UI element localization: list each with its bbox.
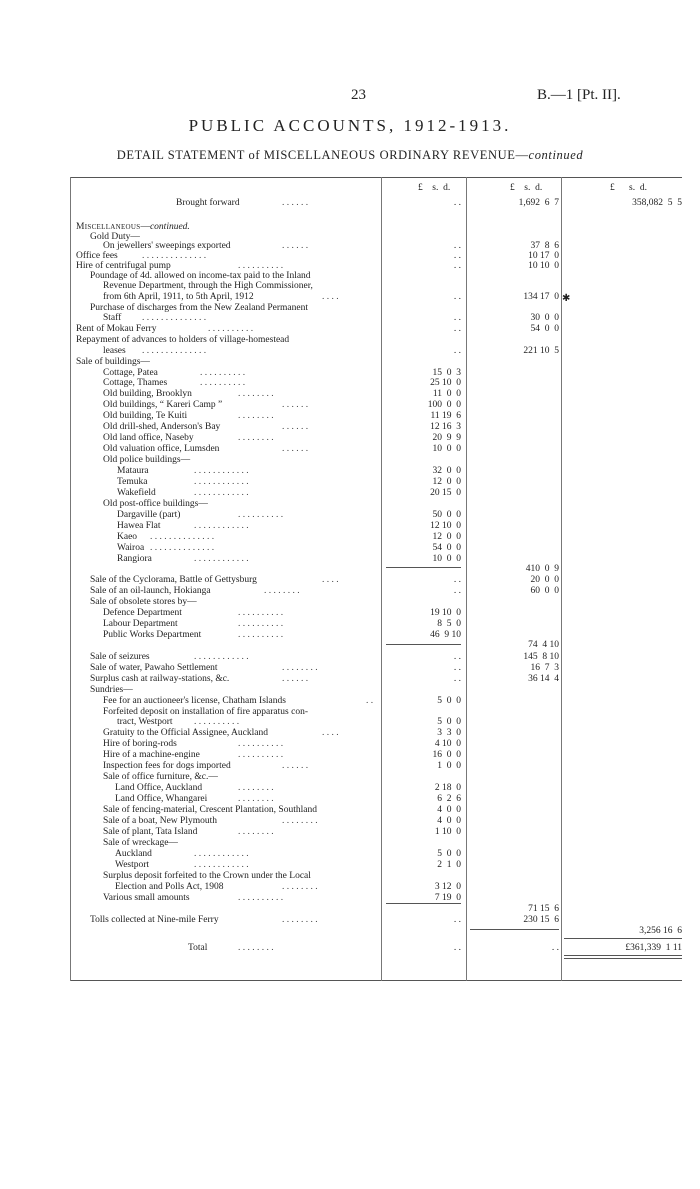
row-label: Sale of the Cyclorama, Battle of Gettysburg [90,575,257,585]
row-label: Labour Department [103,619,178,629]
amount-col-1: 20 15 0 [430,488,461,498]
table-row [0,717,700,728]
amount-col-1: . . [453,915,461,925]
amount-col-1: 25 10 0 [430,378,461,388]
amount-col-2: . . [551,943,559,953]
table-row [0,805,700,816]
table-row [0,761,700,772]
amount-col-2: 10 10 0 [528,261,559,271]
amount-col-1: . . [453,652,461,662]
leader-dots: . . . . . . . . . . [238,893,284,903]
leader-dots: . . . . . . . . . . [238,261,284,271]
table-row [0,378,700,389]
leader-dots: . . . . . . . . . . [200,368,246,378]
row-label: Purchase of discharges from the New Zealand Permanent [90,303,308,313]
leader-dots: . . . . . . . . . . . . . . [142,346,207,356]
table-row [0,849,700,860]
column-header-2: £ s. d. [510,183,543,193]
row-label: Land Office, Whangarei [115,794,208,804]
table-row [0,783,700,794]
table-row [0,543,700,554]
subtitle-continued: continued [528,148,584,162]
subtotal-row [0,904,700,915]
row-label: Sale of obsolete stores by— [90,597,197,607]
total-double-rule [564,955,682,956]
amount-col-1: 12 16 3 [430,422,461,432]
leader-dots: . . . . . . . . [264,586,300,596]
amount-col-1: 5 0 0 [437,717,461,727]
row-label: Sale of an oil-launch, Hokianga [90,586,211,596]
total-row [0,943,700,954]
amount-col-2: 10 17 0 [528,251,559,261]
leader-dots: . . . . . . . . . . . . [194,488,249,498]
leader-dots: . . . . . . . . . . . . [194,652,249,662]
leader-dots: . . . . . . . . . . [238,619,284,629]
grand-total: £361,339 1 11 [625,943,682,953]
row-label: Land Office, Auckland [115,783,203,793]
table-row [0,313,700,324]
row-label: On jewellers' sweepings exported [103,241,231,251]
table-row [0,882,700,893]
row-label: Surplus deposit forfeited to the Crown under the Local [103,871,311,881]
row-label: Old police buildings— [103,455,191,465]
amount-col-1: 8 5 0 [437,619,461,629]
page-subtitle [0,148,700,163]
row-label: Sale of seizures [90,652,150,662]
table-row [0,608,700,619]
table-row [0,281,700,292]
table-row [0,422,700,433]
leader-dots: . . . . . . . . . . [208,324,254,334]
leader-dots: . . . . . . . . [282,816,318,826]
table-row [0,499,700,510]
row-label: Poundage of 4d. allowed on income-tax paid to the Inland [90,271,311,281]
subtotal-row [0,926,700,937]
page-number: 23 [351,87,366,103]
amount-col-1: . . [453,292,461,302]
table-row [0,728,700,739]
leader-dots: . . . . . . . . . . [238,630,284,640]
table-row [0,292,700,303]
row-label: Inspection fees for dogs imported [103,761,231,771]
row-label: Miscellaneous—continued. [76,222,190,232]
row-label: from 6th April, 1911, to 5th April, 1912 [103,292,254,302]
amount-col-2: 54 0 0 [530,324,559,334]
row-label: Hire of centrifugal pump [76,261,171,271]
row-label: Hawea Flat [117,521,161,531]
amount-col-1: 3 12 0 [434,882,461,892]
amount-col-1: 1 0 0 [437,761,461,771]
row-label: Sale of wreckage— [103,838,178,848]
amount-col-2: 37 8 6 [530,241,559,251]
row-label: Old post-office buildings— [103,499,208,509]
amount-col-1: 2 18 0 [434,783,461,793]
leader-dots: . . . . . . [282,674,309,684]
table-row [0,794,700,805]
row-label: Gold Duty— [90,232,140,242]
row-label: Mataura [117,466,149,476]
table-top-rule [70,177,682,178]
table-row [0,357,700,368]
row-label: Wairoa [117,543,145,553]
row-label: Rangiora [117,554,152,564]
row-label: Kaeo [117,532,138,542]
leader-dots: . . . . . . . . . . . . [194,860,249,870]
amount-col-1: . . [453,251,461,261]
amount-col-2: 30 0 0 [530,313,559,323]
leader-dots: . . . . . . . . . . . . . . [142,313,207,323]
amount-col-2: 145 8 10 [523,652,559,662]
subtotal-row [0,640,700,651]
row-label: Sale of buildings— [76,357,150,367]
amount-col-1: 19 10 0 [430,608,461,618]
row-label: Hire of boring-rods [103,739,177,749]
leader-dots: . . . . . . . . . . [238,750,284,760]
table-row [0,871,700,882]
table-row [0,346,700,357]
amount-col-1: . . [453,586,461,596]
amount-col-2: 71 15 6 [528,904,559,914]
leader-dots: . . . . . . . . . . . . . . [150,543,215,553]
subtotal-row [0,564,700,575]
row-label: Defence Department [103,608,182,618]
leader-dots: . . . . . . . . [282,663,318,673]
row-label: Dargaville (part) [117,510,181,520]
table-row [0,652,700,663]
leader-dots: . . . . . . . . . . [200,378,246,388]
table-row [0,674,700,685]
document-reference: B.—1 [Pt. II]. [537,87,621,103]
table-row [0,433,700,444]
leader-dots: . . . . . . . . [238,783,274,793]
row-label: Forfeited deposit on installation of fire apparatus con- [103,707,308,717]
amount-col-1: 100 0 0 [427,400,461,410]
amount-col-1: 11 19 6 [430,411,461,421]
row-label: Total [188,943,208,953]
leader-dots: . . . . . . . . [238,411,274,421]
leader-dots: . . . . . . [282,422,309,432]
column-header-3: £ s. d. [610,183,647,193]
amount-col-1: 7 19 0 [434,893,461,903]
row-label: Election and Polls Act, 1908 [115,882,224,892]
amount-col-1: 10 0 0 [432,554,461,564]
page-title: PUBLIC ACCOUNTS, 1912-1913. [188,116,512,135]
leader-dots: . . . . . . . . . . [238,510,284,520]
table-row [0,663,700,674]
amount-col-1: 46 9 10 [430,630,461,640]
total-double-rule [564,958,682,959]
leader-dots: . . . . . . [282,761,309,771]
table-bottom-rule [70,980,682,981]
row-label: Sundries— [90,685,133,695]
row-label: Old buildings, “ Kareri Camp ” [103,400,223,410]
table-row [0,532,700,543]
leader-dots: . . . . [322,575,339,585]
row-label: Cottage, Patea [103,368,158,378]
amount-col-1: 15 0 3 [432,368,461,378]
table-row [0,750,700,761]
amount-col-1: 5 0 0 [437,696,461,706]
amount-col-1: . . [453,663,461,673]
leader-dots: . . . . . . [282,400,309,410]
table-row [0,400,700,411]
table-row [0,915,700,926]
amount-col-3: 358,082 5 5 [632,198,682,208]
amount-col-2: 16 7 3 [530,663,559,673]
row-label: Old valuation office, Lumsden [103,444,220,454]
row-label: Office fees [76,251,118,261]
row-label: Brought forward [176,198,240,208]
leader-dots: . . . . . . . . [238,433,274,443]
table-row [0,696,700,707]
table-row [0,816,700,827]
row-label: Various small amounts [103,893,190,903]
amount-col-1: 20 9 9 [432,433,461,443]
row-label: Gratuity to the Official Assignee, Auckland [103,728,268,738]
leader-dots: . . . . . . . . . . . . . . [150,532,215,542]
amount-col-3: 3,256 16 6 [639,926,682,936]
table-row [0,838,700,849]
leader-dots: . . . . . . . . . . [194,717,240,727]
amount-col-1: . . [453,943,461,953]
amount-col-2: 134 17 0 [523,292,559,302]
table-row [0,575,700,586]
row-label: Revenue Department, through the High Commissioner, [103,281,313,291]
row-label: Sale of water, Pawaho Settlement [90,663,218,673]
leader-dots: . . . . . . . . . . . . [194,554,249,564]
row-label: Auckland [115,849,152,859]
amount-col-1: 1 10 0 [434,827,461,837]
leader-dots: . . [366,696,374,706]
leader-dots: . . . . . . . . [238,943,274,953]
column-header-1: £ s. d. [418,183,451,193]
leader-dots: . . . . . . . . . . . . [194,466,249,476]
row-label: Staff [103,313,122,323]
table-row [0,521,700,532]
table-row [0,510,700,521]
table-row [0,466,700,477]
leader-dots: . . . . . . . . . . [238,608,284,618]
table-row [0,324,700,335]
amount-col-1: . . [453,324,461,334]
amount-col-2: 230 15 6 [523,915,559,925]
amount-col-1: . . [453,346,461,356]
amount-col-1: 12 0 0 [432,477,461,487]
amount-col-1: . . [453,241,461,251]
amount-col-2: 221 10 5 [523,346,559,356]
row-label: Tolls collected at Nine-mile Ferry [90,915,219,925]
subtitle-main: DETAIL STATEMENT of MISCELLANEOUS ORDINARY REVENUE— [116,148,529,162]
leader-dots: . . . . [322,292,339,302]
leader-dots: . . . . . . . . [282,915,318,925]
amount-col-1: 12 0 0 [432,532,461,542]
table-row [0,411,700,422]
leader-dots: . . . . [322,728,339,738]
table-row [0,827,700,838]
row-label: Old drill-shed, Anderson's Bay [103,422,221,432]
leader-dots: . . . . . . . . . . . . . . [142,251,207,261]
row-label: Rent of Mokau Ferry [76,324,157,334]
row-label: Old building, Brooklyn [103,389,192,399]
amount-col-1: . . [453,198,461,208]
row-label: leases [103,346,126,356]
amount-col-2: 20 0 0 [530,575,559,585]
amount-col-2: 36 14 4 [528,674,559,684]
leader-dots: . . . . . . . . [238,389,274,399]
table-row [0,860,700,871]
table-row [0,739,700,750]
row-label: Wakefield [117,488,156,498]
amount-col-1: 3 3 0 [437,728,461,738]
row-label: Sale of fencing-material, Crescent Plantation, Southland [103,805,317,815]
row-label: Westport [115,860,150,870]
table-row [0,389,700,400]
row-label: Sale of office furniture, &c.— [103,772,218,782]
row-label: Public Works Department [103,630,202,640]
amount-col-1: 4 10 0 [434,739,461,749]
amount-col-2: 60 0 0 [530,586,559,596]
row-label: Cottage, Thames [103,378,168,388]
leader-dots: . . . . . . . . . . . . [194,477,249,487]
amount-col-2: 410 0 9 [525,564,559,574]
row-label: Repayment of advances to holders of village-homestead [76,335,290,345]
row-label: tract, Westport [117,717,173,727]
amount-col-1: . . [453,261,461,271]
amount-col-1: 4 0 0 [437,805,461,815]
table-row [0,685,700,696]
row-label: Old land office, Naseby [103,433,194,443]
leader-dots: . . . . . . [282,198,309,208]
margin-mark: ✱ [562,293,571,304]
amount-col-1: 10 0 0 [432,444,461,454]
table-row [0,488,700,499]
table-row [0,772,700,783]
leader-dots: . . . . . . . . [238,794,274,804]
table-row [0,586,700,597]
leader-dots: . . . . . . [282,444,309,454]
amount-col-1: . . [453,313,461,323]
amount-col-1: 4 0 0 [437,816,461,826]
table-row [0,597,700,608]
leader-dots: . . . . . . . . [238,827,274,837]
amount-col-1: . . [453,575,461,585]
amount-col-1: 5 0 0 [437,849,461,859]
amount-col-1: 6 2 6 [437,794,461,804]
table-row [0,893,700,904]
table-row [0,455,700,466]
table-row [0,335,700,346]
amount-col-1: 16 0 0 [432,750,461,760]
table-row [0,444,700,455]
amount-col-2: 74 4 10 [528,640,559,650]
table-row [0,477,700,488]
amount-col-1: 54 0 0 [432,543,461,553]
row-label: Sale of a boat, New Plymouth [103,816,217,826]
amount-col-1: 12 10 0 [430,521,461,531]
row-label: Temuka [117,477,148,487]
leader-dots: . . . . . . . . [282,882,318,892]
amount-col-2: 1,692 6 7 [518,198,559,208]
row-label: Hire of a machine-engine [103,750,200,760]
row-label: Sale of plant, Tata Island [103,827,198,837]
amount-col-1: 2 1 0 [437,860,461,870]
amount-col-1: 50 0 0 [432,510,461,520]
leader-dots: . . . . . . . . . . [238,739,284,749]
leader-dots: . . . . . . . . . . . . [194,521,249,531]
leader-dots: . . . . . . . . . . . . [194,849,249,859]
amount-col-1: 32 0 0 [432,466,461,476]
row-label: Old building, Te Kuiti [103,411,188,421]
amount-col-1: 11 0 0 [432,389,461,399]
total-rule [564,938,682,939]
table-row [0,619,700,630]
row-label: Surplus cash at railway-stations, &c. [90,674,230,684]
row-label: Fee for an auctioneer's license, Chatham Islands [103,696,286,706]
amount-col-1: . . [453,674,461,684]
leader-dots: . . . . . . [282,241,309,251]
table-row [0,198,700,209]
